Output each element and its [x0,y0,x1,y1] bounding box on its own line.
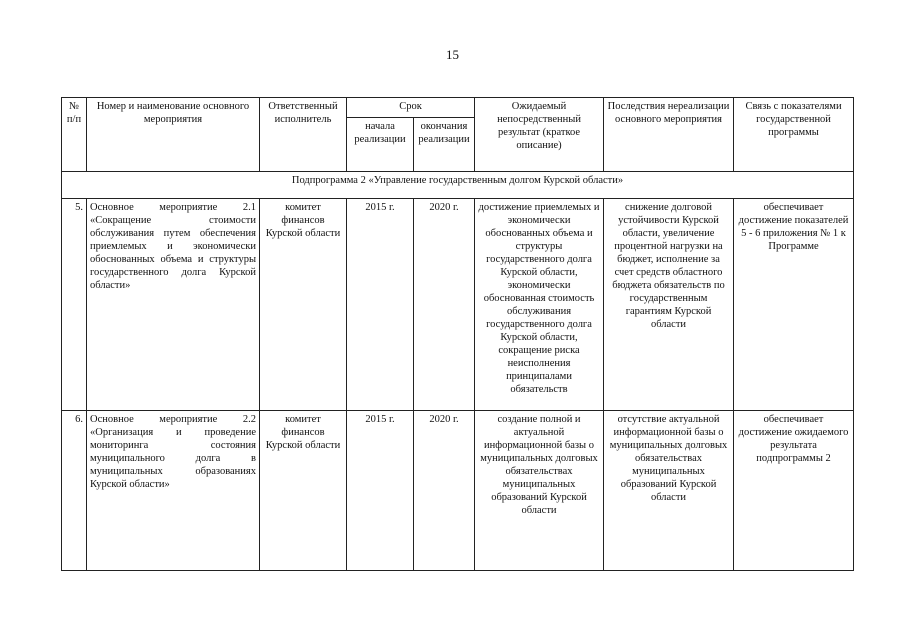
row-responsible: комитет финансов Курской области [260,199,347,411]
header-num: № п/п [62,98,87,172]
row-consequences: отсутствие актуальной информационной базы о муниципальных долговых обязательствах муниципальных образований Курской области [604,411,734,571]
row-end: 2020 г. [414,199,475,411]
header-consequences: Последствия нереализации основного мероприятия [604,98,734,172]
header-result: Ожидаемый непосредственный результат (краткое описание) [475,98,604,172]
table-row [62,199,854,411]
header-term-end: окончания реализации [414,118,475,172]
row-name: Основное мероприятие 2.2 «Организация и проведение мониторинга состояния муниципального долга в муниципальных образованиях Курской области» [87,411,260,571]
row-result: создание полной и актуальной информационной базы о муниципальных долговых обязательствах муниципальных образований Курской области [475,411,604,571]
header-link: Связь с показателями государственной программы [734,98,854,172]
row-link: обеспечивает достижение ожидаемого результата подпрограммы 2 [734,411,854,571]
row-end: 2020 г. [414,411,475,571]
row-start: 2015 г. [347,199,414,411]
header-responsible: Ответственный исполнитель [260,98,347,172]
table-row [62,411,854,571]
row-responsible: комитет финансов Курской области [260,411,347,571]
row-start: 2015 г. [347,411,414,571]
row-num: 6. [62,411,87,571]
header-term-start: начала реализации [347,118,414,172]
row-link: обеспечивает достижение показателей 5 - 6 приложения № 1 к Программе [734,199,854,411]
header-term: Срок [347,98,475,118]
page-number: 15 [446,47,459,62]
header-row [62,98,854,118]
row-consequences: снижение долговой устойчивости Курской области, увеличение процентной нагрузки на бюджет, исполнение за счет средств областного бюджета обязательств по государственным гарантиям Курской области [604,199,734,411]
activities-table [61,97,854,571]
header-name: Номер и наименование основного мероприятия [87,98,260,172]
subprogram-row [62,172,854,199]
row-result: достижение приемлемых и экономически обоснованных объема и структуры государственного долга Курской области, экономически обоснованная стоимость обслуживания государственного долга Курской области, сокращение риска неисполнения принципалами обязательств [475,199,604,411]
row-num: 5. [62,199,87,411]
row-name: Основное мероприятие 2.1 «Сокращение стоимости обслуживания путем обеспечения приемлемых и экономически обоснованных объема и структуры государственного долга Курской области» [87,199,260,411]
subprogram-title: Подпрограмма 2 «Управление государственным долгом Курской области» [62,172,854,199]
